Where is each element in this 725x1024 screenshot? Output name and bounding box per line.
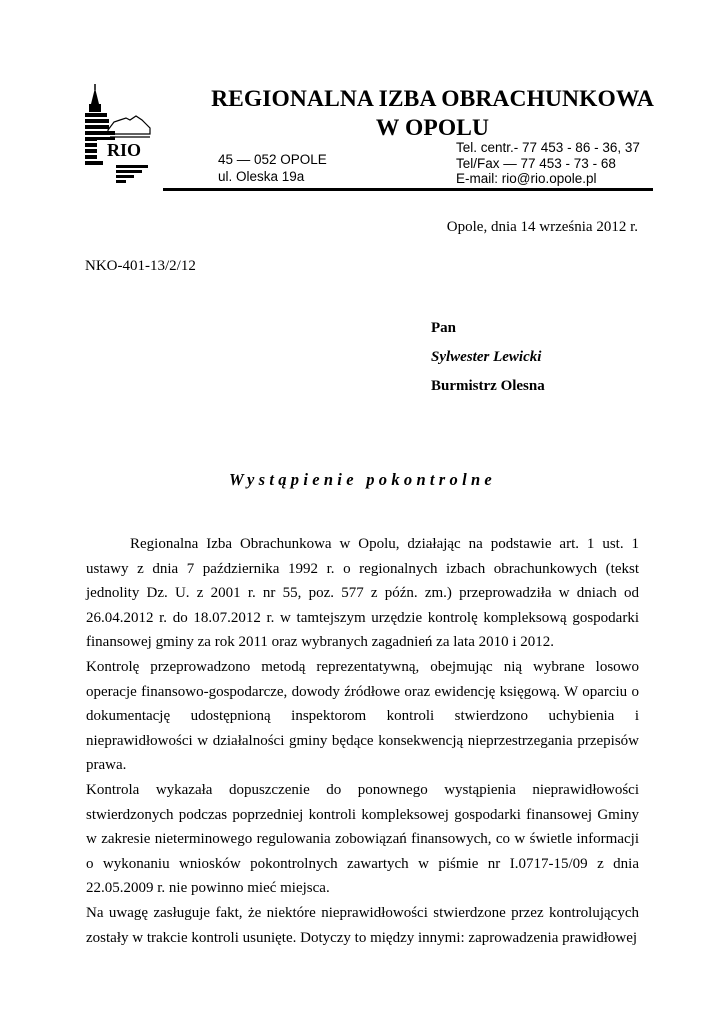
organization-title [160, 85, 705, 143]
recipient-name: Sylwester Lewicki [431, 349, 542, 365]
contact-info [456, 140, 640, 187]
address-city: 45 — 052 OPOLE [218, 152, 327, 167]
logo-text: RIO [106, 140, 142, 160]
body-paragraph-3: Kontrola wykazała dopuszczenie do ponownego wystąpienia nieprawidłowości stwierdzonych podczas poprzedniej kontroli kompleksowej gospodarki finansowej Gminy w zakresie nieterminowego regulowania zobowiązań finansowych, co w świetle informacji o wykonaniu wniosków pokontrolnych zawartych w piśmie nr I.0717-15/09 z dnia 22.05.2009 r. nie powinno mieć miejsca. [86, 781, 639, 897]
title-line-2: W OPOLU [375, 115, 490, 141]
address-street: ul. Oleska 19a [218, 169, 305, 184]
recipient-title: Burmistrz Olesna [431, 378, 545, 394]
reference-number: NKO-401-13/2/12 [85, 258, 196, 274]
letter-subject: Wystąpienie pokontrolne [228, 470, 497, 489]
body-paragraph-1: Regionalna Izba Obrachunkowa w Opolu, działając na podstawie art. 1 ust. 1 ustawy z dnia 7 października 1992 r. o regionalnych izbach obrachunkowych (tekst jednolity Dz. U. z 2001 r. nr 55, poz. 577 z późn. zm.) przeprowadziła w dniach od 26.04.2012 r. do 18.07.2012 r. w tamtejszym urzędzie kontrolę kompleksową gospodarki finansowej gminy za rok 2011 oraz wybranych zagadnień za lata 2010 i 2012. [86, 536, 639, 651]
fax-number: Tel/Fax — 77 453 - 73 - 68 [456, 155, 616, 171]
body-paragraph-2: Kontrolę przeprowadzono metodą reprezentatywną, obejmując nią wybrane losowo operacje finansowo-gospodarcze, dowody źródłowe oraz ewidencję księgową. W oparciu o dokumentację udostępnioną inspektorom kontroli stwierdzono uchybienia i nieprawidłowości w działalności gminy będące konsekwencją nieprzestrzegania przepisów prawa. [86, 658, 639, 774]
recipient-block [431, 314, 545, 401]
letter-date: Opole, dnia 14 września 2012 r. [446, 219, 638, 235]
postal-address [218, 151, 327, 185]
rio-logo [80, 82, 154, 186]
email-address: E-mail: rio@rio.opole.pl [456, 171, 597, 186]
title-line-1: REGIONALNA IZBA OBRACHUNKOWA [211, 86, 654, 112]
letter-body [86, 532, 639, 950]
phone-number: Tel. centr.- 77 453 - 86 - 36, 37 [456, 140, 640, 155]
body-paragraph-4: Na uwagę zasługuje fakt, że niektóre nieprawidłowości stwierdzone przez kontrolujących zostały w trakcie kontroli usunięte. Dotyczy to między innymi: zaprowadzenia prawidłowej [86, 904, 639, 946]
header-divider [163, 188, 653, 191]
recipient-salutation: Pan [431, 320, 457, 336]
